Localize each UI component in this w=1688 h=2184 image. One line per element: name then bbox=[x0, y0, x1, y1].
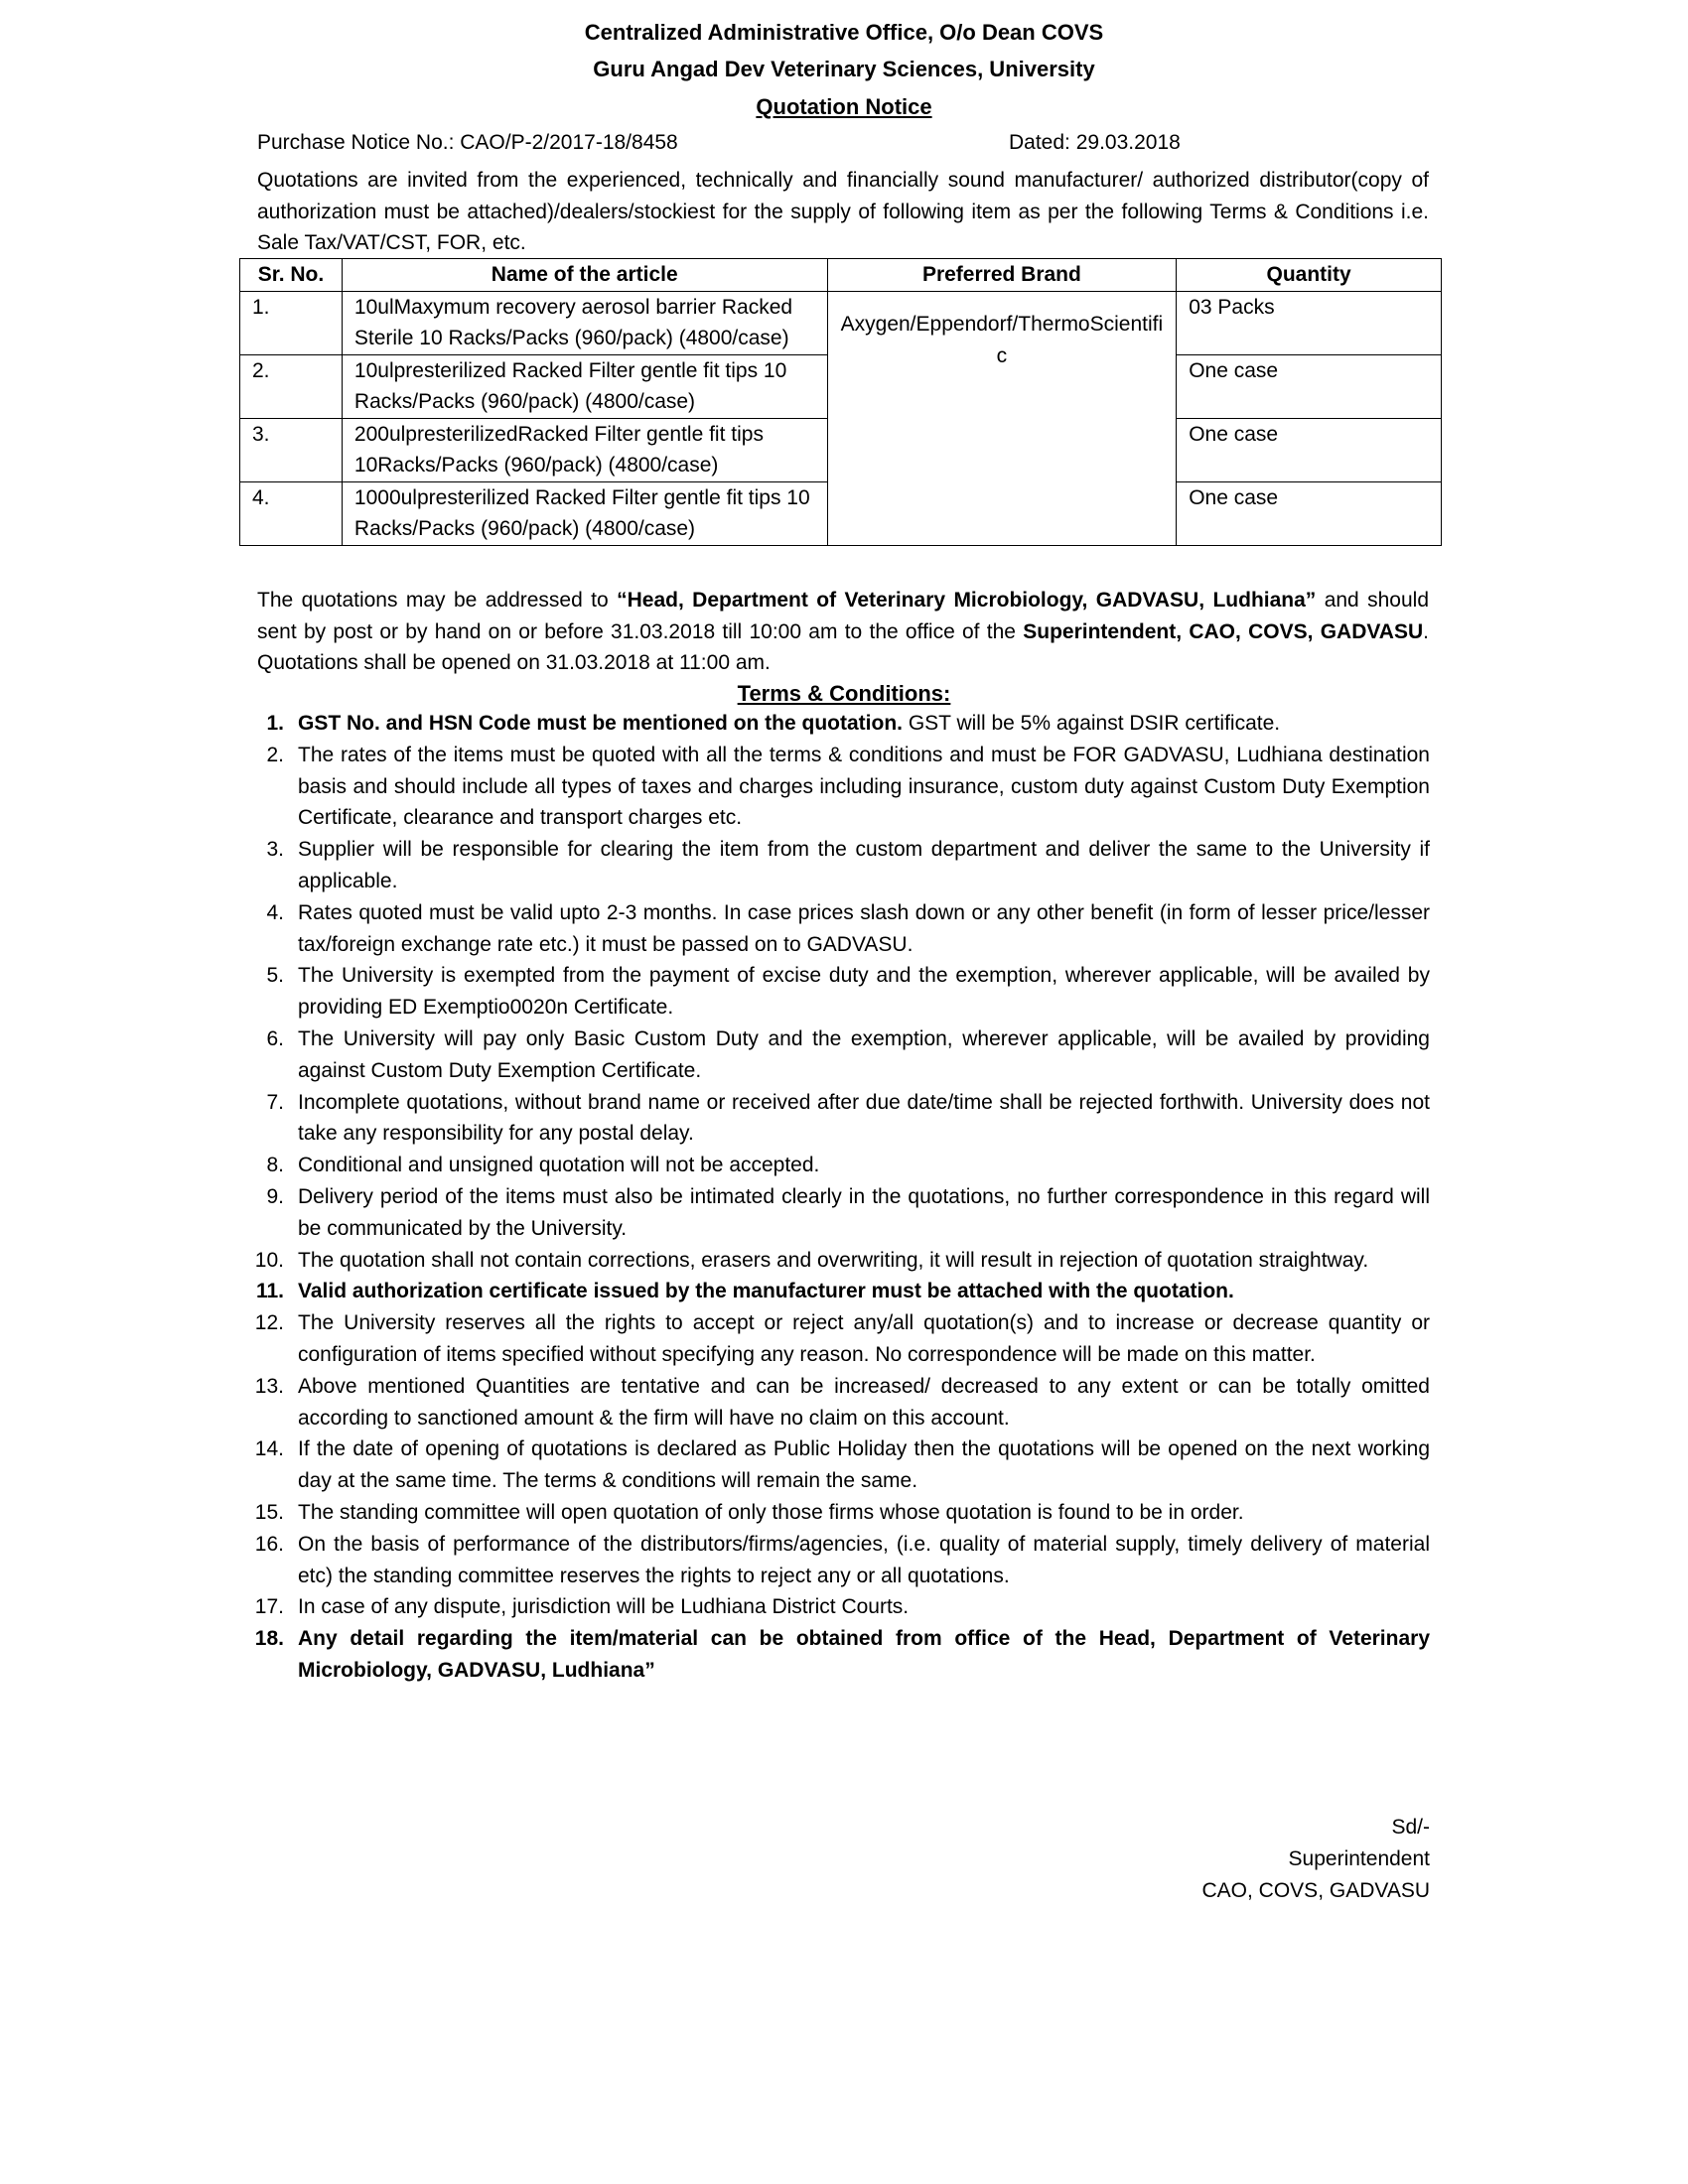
header-quantity: Quantity bbox=[1177, 259, 1442, 292]
table-row bbox=[240, 291, 1442, 354]
term-text: The quotation shall not contain corrections, erasers and overwriting, it will result in rejection of quotation straightway. bbox=[298, 1248, 1369, 1272]
list-item bbox=[254, 1497, 1430, 1529]
signature-sd: Sd/- bbox=[1391, 1816, 1430, 1839]
signature-office: CAO, COVS, GADVASU bbox=[1201, 1879, 1430, 1902]
term-text: GST will be 5% against DSIR certificate. bbox=[903, 712, 1281, 735]
term-number: 5. bbox=[266, 964, 284, 988]
address-text-3: . Quotations shall be opened on 31.03.2018 at 11:00 am. bbox=[257, 619, 1429, 675]
term-number: 3. bbox=[266, 838, 284, 862]
list-item bbox=[254, 1307, 1430, 1371]
cell-sr: 1. bbox=[240, 291, 343, 354]
purchase-notice-number: Purchase Notice No.: CAO/P-2/2017-18/8458 bbox=[257, 131, 678, 154]
term-number: 14. bbox=[254, 1437, 284, 1461]
address-office: Superintendent, CAO, COVS, GADVASU bbox=[1023, 619, 1424, 643]
term-text: The rates of the items must be quoted with all the terms & conditions and must be FOR GADVASU, Ludhiana destination basis and should include all types of taxes and charges including insurance, custom duty against Custom Duty Exemption Certificate, clearance and transport charges etc. bbox=[298, 743, 1430, 830]
list-item bbox=[254, 1433, 1430, 1497]
term-text: The University reserves all the rights to accept or reject any/all quotation(s) and to increase or decrease quantity or configuration of items specified without specifying any reason. No correspondence will be made on this matter. bbox=[298, 1311, 1430, 1366]
term-text: In case of any dispute, jurisdiction will be Ludhiana District Courts. bbox=[298, 1595, 910, 1619]
term-bold-text: Any detail regarding the item/material can be obtained from office of the Head, Department of Veterinary Microbiology, GADVASU, Ludhiana” bbox=[298, 1627, 1430, 1682]
list-item bbox=[254, 1245, 1430, 1277]
term-bold-text: Valid authorization certificate issued by the manufacturer must be attached with the quotation. bbox=[298, 1280, 1234, 1303]
intro-paragraph: Quotations are invited from the experienced, technically and financially sound manufacturer/ authorized distributor(copy of authorization must be attached)/dealers/stockiest for the supply of following item as per the following Terms & Conditions i.e. Sale Tax/VAT/CST, FOR, etc. bbox=[257, 169, 1429, 255]
cell-quantity: One case bbox=[1177, 418, 1442, 481]
term-number: 10. bbox=[254, 1248, 284, 1272]
term-number: 1. bbox=[266, 712, 284, 735]
list-item bbox=[266, 740, 1430, 834]
term-number: 13. bbox=[254, 1374, 284, 1398]
term-text: Incomplete quotations, without brand name or received after due date/time shall be rejected forthwith. University does not take any responsibility for any postal delay. bbox=[298, 1090, 1430, 1146]
page-title: Quotation Notice bbox=[756, 94, 932, 119]
notice-date: Dated: 29.03.2018 bbox=[1009, 131, 1181, 154]
signature-designation: Superintendent bbox=[1288, 1847, 1430, 1870]
cell-article: 10ulMaxymum recovery aerosol barrier Racked Sterile 10 Racks/Packs (960/pack) (4800/case) bbox=[342, 291, 827, 354]
brand-text: Axygen/Eppendorf/ThermoScientific bbox=[840, 313, 1164, 367]
list-item bbox=[266, 897, 1430, 961]
address-text-2: and should sent by post or by hand on or before 31.03.2018 till 10:00 am to the office of the bbox=[257, 589, 1430, 643]
table-header-row bbox=[240, 259, 1442, 292]
university-name: Guru Angad Dev Veterinary Sciences, University bbox=[593, 57, 1095, 81]
address-department: “Head, Department of Veterinary Microbiology, GADVASU, Ludhiana” bbox=[617, 589, 1317, 612]
term-number: 12. bbox=[254, 1311, 284, 1335]
term-text: The University will pay only Basic Custom Duty and the exemption, wherever applicable, will be availed by providing against Custom Duty Exemption Certificate. bbox=[298, 1026, 1430, 1082]
list-item bbox=[254, 1529, 1430, 1592]
term-text: If the date of opening of quotations is declared as Public Holiday then the quotations will be opened on the next working day at the same time. The terms & conditions will remain the same. bbox=[298, 1437, 1430, 1493]
list-item bbox=[266, 1024, 1430, 1087]
terms-list bbox=[254, 708, 1430, 1687]
term-number: 9. bbox=[266, 1184, 284, 1208]
cell-article: 1000ulpresterilized Racked Filter gentle fit tips 10 Racks/Packs (960/pack) (4800/case) bbox=[342, 481, 827, 545]
term-number: 17. bbox=[254, 1595, 284, 1619]
cell-article: 10ulpresterilized Racked Filter gentle fit tips 10 Racks/Packs (960/pack) (4800/case) bbox=[342, 354, 827, 418]
term-number: 4. bbox=[266, 900, 284, 924]
list-item bbox=[254, 1623, 1430, 1687]
list-item bbox=[254, 1371, 1430, 1434]
list-item bbox=[266, 834, 1430, 897]
cell-quantity: One case bbox=[1177, 481, 1442, 545]
cell-quantity: 03 Packs bbox=[1177, 291, 1442, 354]
term-text: Delivery period of the items must also be intimated clearly in the quotations, no further correspondence in this regard will be communicated by the University. bbox=[298, 1184, 1430, 1240]
term-text: Conditional and unsigned quotation will not be accepted. bbox=[298, 1154, 820, 1177]
cell-article: 200ulpresterilizedRacked Filter gentle fit tips 10Racks/Packs (960/pack) (4800/case) bbox=[342, 418, 827, 481]
cell-sr: 3. bbox=[240, 418, 343, 481]
term-number: 8. bbox=[266, 1154, 284, 1177]
list-item bbox=[255, 1276, 1430, 1307]
term-number: 15. bbox=[254, 1500, 284, 1524]
term-text: On the basis of performance of the distributors/firms/agencies, (i.e. quality of material supply, timely delivery of material etc) the standing committee reserves the rights to reject any or all quotations. bbox=[298, 1532, 1430, 1587]
cell-quantity: One case bbox=[1177, 354, 1442, 418]
list-item bbox=[266, 1150, 1430, 1181]
header-brand: Preferred Brand bbox=[827, 259, 1177, 292]
cell-sr: 4. bbox=[240, 481, 343, 545]
term-text: Supplier will be responsible for clearing the item from the custom department and deliver the same to the University if applicable. bbox=[298, 838, 1430, 892]
term-number: 11. bbox=[255, 1280, 284, 1303]
cell-sr: 2. bbox=[240, 354, 343, 418]
list-item bbox=[266, 1087, 1430, 1151]
term-number: 6. bbox=[266, 1026, 284, 1050]
term-text: Rates quoted must be valid upto 2-3 months. In case prices slash down or any other benefit (in form of lesser price/lesser tax/foreign exchange rate etc.) it must be passed on to GADVASU. bbox=[298, 900, 1430, 956]
header-sr-no: Sr. No. bbox=[240, 259, 343, 292]
term-number: 2. bbox=[266, 743, 284, 766]
terms-title: Terms & Conditions: bbox=[737, 681, 951, 706]
term-number: 7. bbox=[266, 1090, 284, 1114]
term-text: Above mentioned Quantities are tentative and can be increased/ decreased to any extent or can be totally omitted according to sanctioned amount & the firm will have no claim on this account. bbox=[298, 1374, 1430, 1430]
list-item bbox=[266, 960, 1430, 1024]
items-table bbox=[239, 258, 1442, 546]
header-article: Name of the article bbox=[342, 259, 827, 292]
term-bold-text: GST No. and HSN Code must be mentioned on the quotation. bbox=[298, 712, 903, 735]
address-paragraph bbox=[257, 585, 1429, 679]
term-number: 18. bbox=[254, 1627, 284, 1651]
office-name: Centralized Administrative Office, O/o Dean COVS bbox=[584, 20, 1104, 45]
list-item bbox=[266, 708, 1430, 740]
term-text: The standing committee will open quotation of only those firms whose quotation is found to be in order. bbox=[298, 1500, 1244, 1524]
address-text-1: The quotations may be addressed to bbox=[257, 589, 618, 612]
term-number: 16. bbox=[254, 1532, 284, 1556]
cell-preferred-brand bbox=[827, 291, 1177, 545]
term-text: The University is exempted from the payment of excise duty and the exemption, wherever applicable, will be availed by providing ED Exemptio0020n Certificate. bbox=[298, 964, 1430, 1020]
list-item bbox=[254, 1591, 1430, 1623]
list-item bbox=[266, 1181, 1430, 1245]
